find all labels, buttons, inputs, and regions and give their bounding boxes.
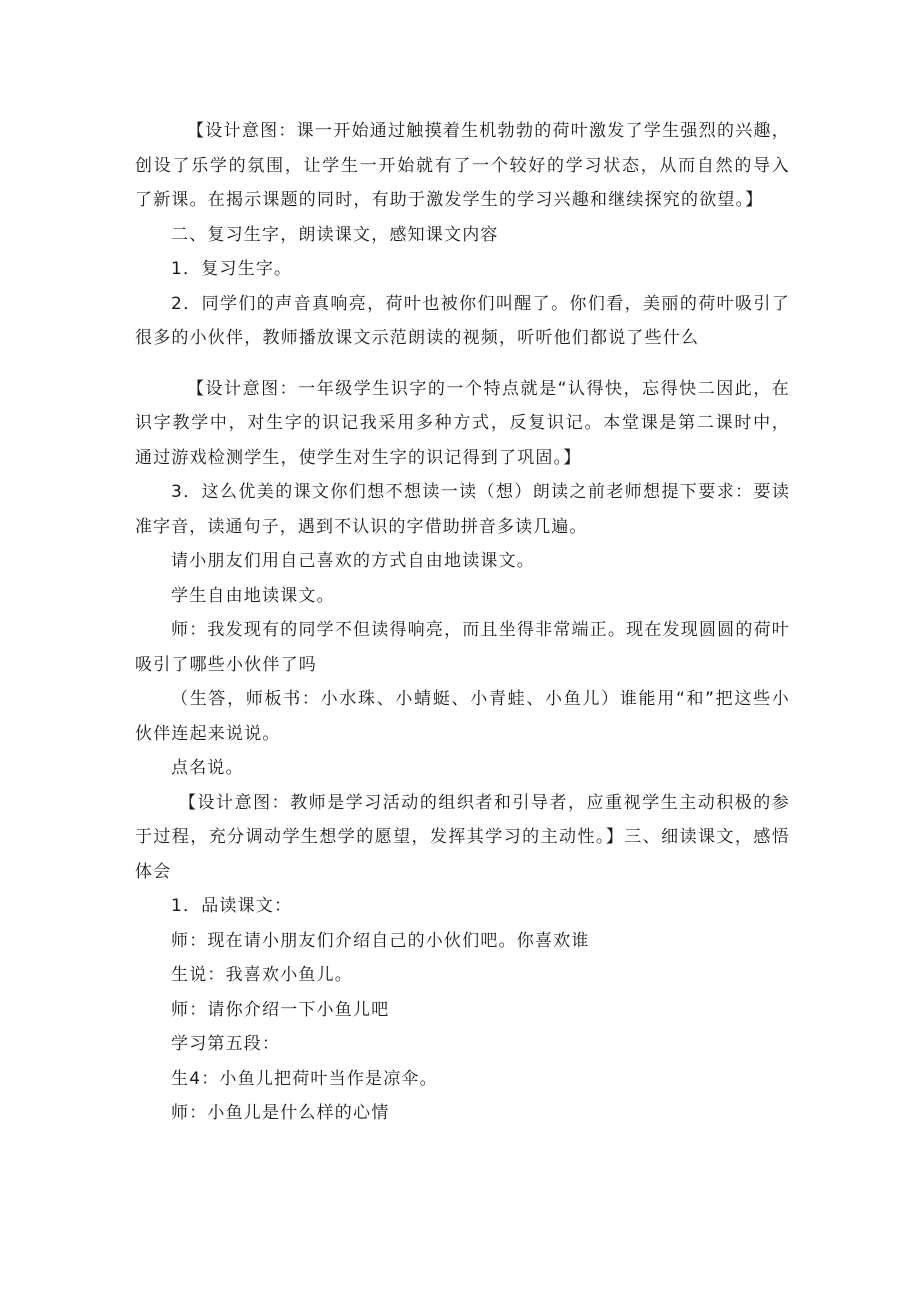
step-2-paragraph: 2．同学们的声音真响亮，荷叶也被你们叫醒了。你们看，美丽的荷叶吸引了很多的小伙伴，教师播放课文示范朗读的视频，听听他们都说了些什么 bbox=[135, 293, 790, 348]
student-reading: 学生自由地读课文。 bbox=[171, 585, 335, 606]
free-reading-instruction: 请小朋友们用自己喜欢的方式自由地读课文。 bbox=[171, 551, 535, 571]
teacher-remark-2: 师：现在请小朋友们介绍自己的小伙们吧。你喜欢谁 bbox=[171, 930, 590, 951]
student-answer-board: （生答，师板书：小水珠、小蜻蜓、小青蛙、小鱼儿）谁能用“和”把这些小伙伴连起来说说。 bbox=[135, 689, 790, 744]
teacher-remark-4: 师：小鱼儿是什么样的心情 bbox=[171, 1103, 390, 1123]
design-intent-paragraph-2: 【设计意图：一年级学生识字的一个特点就是“认得快，忘得快二因此，在识字教学中，对生字的识记我采用多种方式，反复识记。本堂课是第二课时中，通过游戏检测学生，使学生对生字的识记得到了巩固。】 bbox=[135, 378, 790, 468]
student-says: 生说：我喜欢小鱼儿。 bbox=[171, 965, 353, 985]
teacher-remark-1: 师：我发现有的同学不但读得响亮，而且坐得非常端正。现在发现圆圆的荷叶吸引了哪些小伙伴了吗 bbox=[135, 620, 790, 675]
document-body bbox=[135, 114, 790, 1131]
step-3-paragraph: 3．这么优美的课文你们想不想读一读（想）朗读之前老师想提下要求：要读准字音，读通句子，遇到不认识的字借助拼音多读几遍。 bbox=[135, 482, 790, 537]
call-on-students: 点名说。 bbox=[171, 758, 244, 778]
design-intent-paragraph-3: 【设计意图：教师是学习活动的组织者和引导者，应重视学生主动积极的参于过程，充分调动学生想学的愿望，发挥其学习的主动性。】三、细读课文，感悟体会 bbox=[135, 792, 790, 882]
student-4-answer: 生4：小鱼儿把荷叶当作是凉伞。 bbox=[171, 1068, 438, 1089]
design-intent-paragraph-1: 【设计意图：课一开始通过触摸着生机勃勃的荷叶激发了学生强烈的兴趣，创设了乐学的氛围，让学生一开始就有了一个较好的学习状态，从而自然的导入了新课。在揭示课题的同时，有助于激发学生的学习兴趣和继续探究的欲望。】 bbox=[135, 121, 790, 210]
step-1-review: 1．复习生字。 bbox=[171, 259, 293, 279]
teacher-remark-3: 师：请你介绍一下小鱼儿吧 bbox=[171, 999, 390, 1020]
step-1-appreciation: 1．品读课文： bbox=[171, 896, 293, 916]
study-fifth-section: 学习第五段： bbox=[171, 1034, 281, 1054]
paragraph-gap bbox=[135, 356, 790, 372]
section-heading-review: 二、复习生字，朗读课文，感知课文内容 bbox=[171, 224, 499, 245]
